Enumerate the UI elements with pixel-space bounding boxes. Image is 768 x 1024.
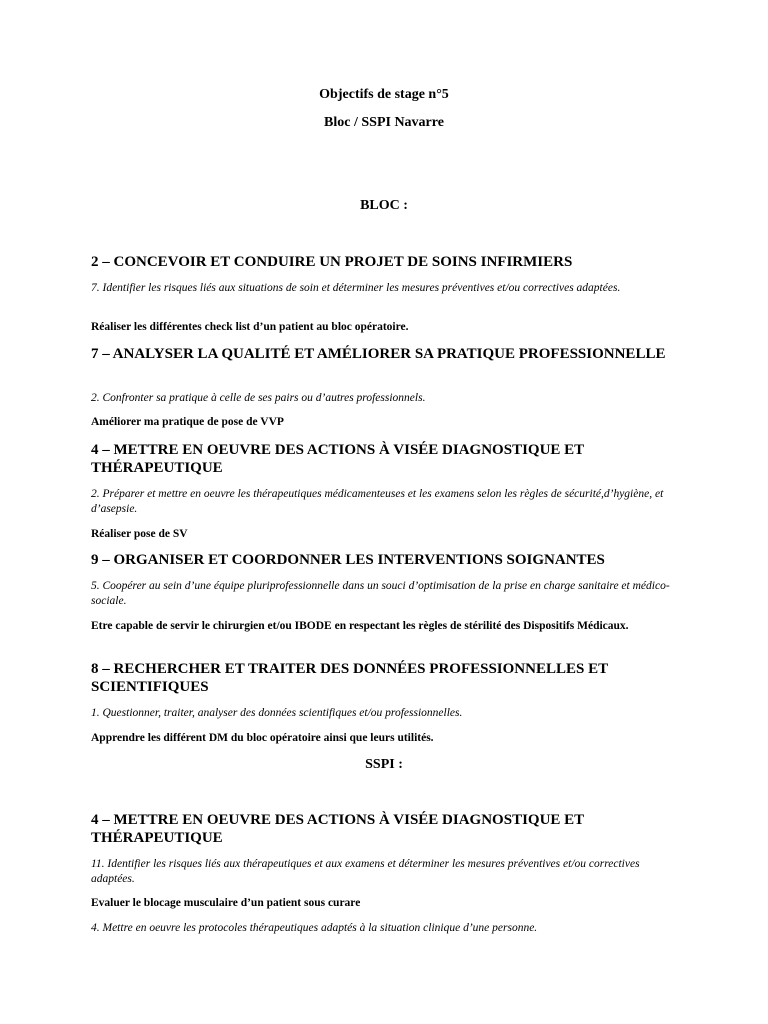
competence-heading: 2 – CONCEVOIR ET CONDUIRE UN PROJET DE SOINS INFIRMIERS xyxy=(91,254,573,270)
critere-text: 7. Identifier les risques liés aux situations de soin et déterminer les mesures préventives et/ou correctives adaptées. xyxy=(91,282,621,294)
objectif-text: Evaluer le blocage musculaire d’un patient sous curare xyxy=(91,897,361,909)
competence-heading: 4 – METTRE EN OEUVRE DES ACTIONS À VISÉE DIAGNOSTIQUE ET THÉRAPEUTIQUE xyxy=(91,812,584,846)
competence-heading: 9 – ORGANISER ET COORDONNER LES INTERVENTIONS SOIGNANTES xyxy=(91,552,605,568)
objectif-text: Etre capable de servir le chirurgien et/ou IBODE en respectant les règles de stérilité des Dispositifs Médicaux. xyxy=(91,620,629,632)
document-subtitle: Bloc / SSPI Navarre xyxy=(324,115,444,130)
critere-text: 2. Confronter sa pratique à celle de ses pairs ou d’autres professionnels. xyxy=(91,392,426,404)
competence-heading: 8 – RECHERCHER ET TRAITER DES DONNÉES PROFESSIONNELLES ET SCIENTIFIQUES xyxy=(91,661,608,695)
section-heading-bloc: BLOC : xyxy=(360,198,408,213)
competence-heading: 7 – ANALYSER LA QUALITÉ ET AMÉLIORER SA PRATIQUE PROFESSIONNELLE xyxy=(91,346,666,362)
document-title: Objectifs de stage n°5 xyxy=(319,87,449,102)
critere-text: 2. Préparer et mettre en oeuvre les thérapeutiques médicamenteuses et les examens selon les règles de sécurité,d’hygiène, et d’asepsie. xyxy=(91,488,664,515)
critere-text: 1. Questionner, traiter, analyser des données scientifiques et/ou professionnelles. xyxy=(91,707,463,719)
section-heading-sspi: SSPI : xyxy=(365,757,403,772)
critere-text: 5. Coopérer au sein d’une équipe pluriprofessionnelle dans un souci d’optimisation de la prise en charge sanitaire et médico-sociale. xyxy=(91,580,670,607)
critere-text: 4. Mettre en oeuvre les protocoles thérapeutiques adaptés à la situation clinique d’une personne. xyxy=(91,922,538,934)
objectif-text: Réaliser les différentes check list d’un patient au bloc opératoire. xyxy=(91,321,409,333)
competence-heading: 4 – METTRE EN OEUVRE DES ACTIONS À VISÉE DIAGNOSTIQUE ET THÉRAPEUTIQUE xyxy=(91,442,584,476)
objectif-text: Réaliser pose de SV xyxy=(91,528,188,540)
objectif-text: Améliorer ma pratique de pose de VVP xyxy=(91,416,284,428)
objectif-text: Apprendre les différent DM du bloc opératoire ainsi que leurs utilités. xyxy=(91,732,434,744)
critere-text: 11. Identifier les risques liés aux thérapeutiques et aux examens et déterminer les mesures préventives et/ou correctives adaptées. xyxy=(91,858,640,885)
